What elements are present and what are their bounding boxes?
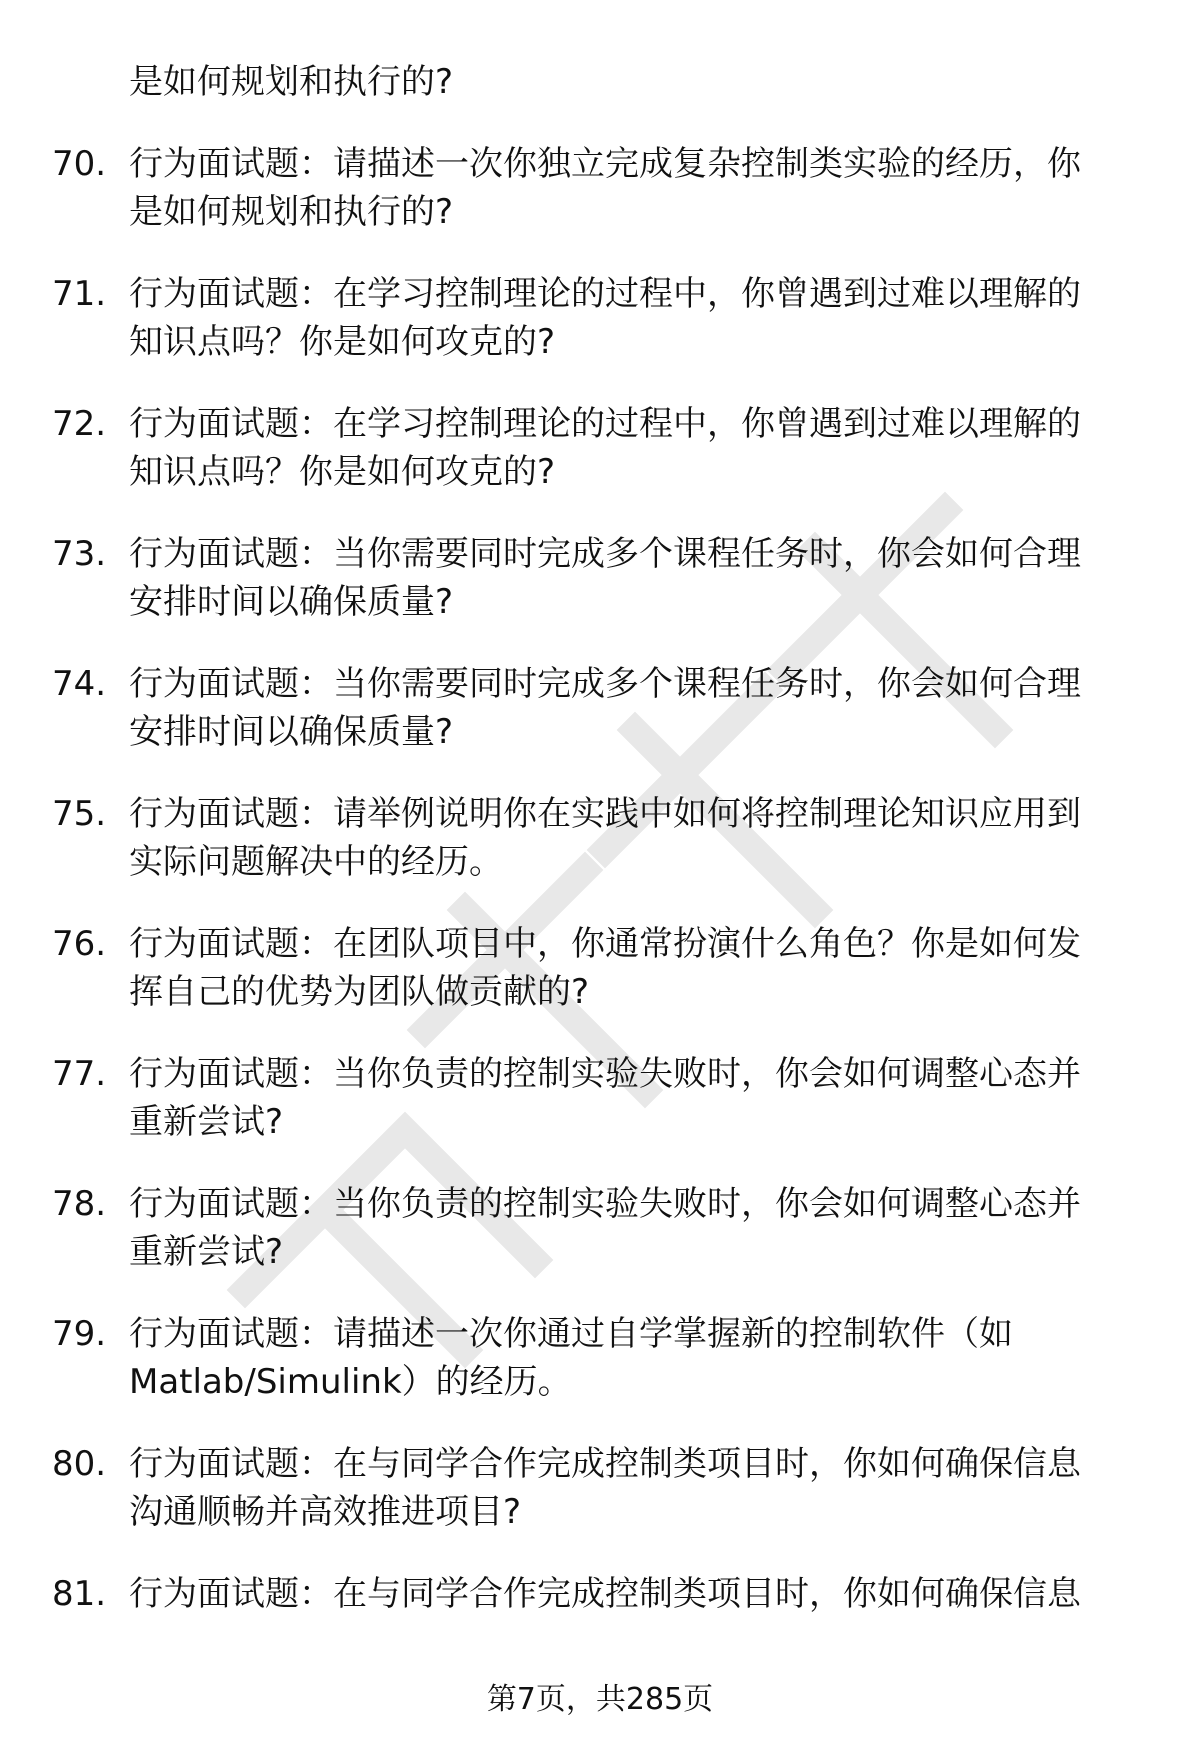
item-line: 行为面试题：在与同学合作完成控制类项目时，你如何确保信息: [129, 1574, 1081, 1614]
item-number: 73.: [52, 534, 107, 574]
item-number: 75.: [52, 794, 107, 834]
question-item: [0, 920, 1200, 1016]
item-line: 行为面试题：当你需要同时完成多个课程任务时，你会如何合理: [129, 534, 1081, 574]
item-text: [129, 1570, 1200, 1618]
item-number: 74.: [52, 664, 107, 704]
item-line: 行为面试题：在团队项目中，你通常扮演什么角色？你是如何发: [129, 924, 1081, 964]
item-number: 78.: [52, 1184, 107, 1224]
item-line: 重新尝试?: [129, 1232, 284, 1272]
item-line: 行为面试题：在与同学合作完成控制类项目时，你如何确保信息: [129, 1444, 1081, 1484]
item-number: 79.: [52, 1314, 107, 1354]
item-line: 行为面试题：在学习控制理论的过程中，你曾遇到过难以理解的: [129, 274, 1081, 314]
question-item: [0, 270, 1200, 366]
item-number: 77.: [52, 1054, 107, 1094]
question-item: [0, 1570, 1200, 1618]
item-number: 76.: [52, 924, 107, 964]
item-line: 知识点吗？你是如何攻克的?: [129, 452, 556, 492]
item-line: 行为面试题：当你负责的控制实验失败时，你会如何调整心态并: [129, 1184, 1081, 1224]
item-text: [129, 140, 1200, 236]
item-text: [129, 1440, 1200, 1536]
item-line: 安排时间以确保质量?: [129, 712, 454, 752]
question-item: [0, 400, 1200, 496]
item-line: 行为面试题：当你需要同时完成多个课程任务时，你会如何合理: [129, 664, 1081, 704]
item-line: 实际问题解决中的经历。: [129, 842, 503, 882]
item-number: 70.: [52, 144, 107, 184]
item-text: [129, 1180, 1200, 1276]
item-line: 行为面试题：当你负责的控制实验失败时，你会如何调整心态并: [129, 1054, 1081, 1094]
question-item: [0, 1050, 1200, 1146]
item-line: 重新尝试?: [129, 1102, 284, 1142]
item-line: 行为面试题：请描述一次你通过自学掌握新的控制软件（如: [129, 1314, 1013, 1354]
item-text: [129, 790, 1200, 886]
item-text: [129, 1050, 1200, 1146]
item-line: Matlab/Simulink）的经历。: [129, 1362, 572, 1402]
item-text: [129, 1310, 1200, 1406]
page-footer: 第7页，共285页: [486, 1682, 714, 1717]
document-body: [0, 58, 1200, 1618]
item-text: [129, 270, 1200, 366]
question-item: [0, 1310, 1200, 1406]
item-number: 81.: [52, 1574, 107, 1614]
question-item: [0, 1440, 1200, 1536]
item-line: 挥自己的优势为团队做贡献的?: [129, 972, 590, 1012]
item-line: 行为面试题：请描述一次你独立完成复杂控制类实验的经历，你: [129, 144, 1081, 184]
item-line: 安排时间以确保质量?: [129, 582, 454, 622]
item-text: [129, 660, 1200, 756]
item-number: 72.: [52, 404, 107, 444]
question-item: [0, 790, 1200, 886]
continuation-line: 是如何规划和执行的?: [129, 62, 454, 102]
item-line: 沟通顺畅并高效推进项目?: [129, 1492, 522, 1532]
item-line: 行为面试题：在学习控制理论的过程中，你曾遇到过难以理解的: [129, 404, 1081, 444]
item-number: 80.: [52, 1444, 107, 1484]
item-text: [129, 400, 1200, 496]
item-line: 行为面试题：请举例说明你在实践中如何将控制理论知识应用到: [129, 794, 1081, 834]
question-item: [0, 1180, 1200, 1276]
question-item: [0, 660, 1200, 756]
question-item: [0, 530, 1200, 626]
item-number: 71.: [52, 274, 107, 314]
question-item: [0, 140, 1200, 236]
item-line: 是如何规划和执行的?: [129, 192, 454, 232]
item-text: [129, 920, 1200, 1016]
item-line: 知识点吗？你是如何攻克的?: [129, 322, 556, 362]
item-text: [129, 530, 1200, 626]
